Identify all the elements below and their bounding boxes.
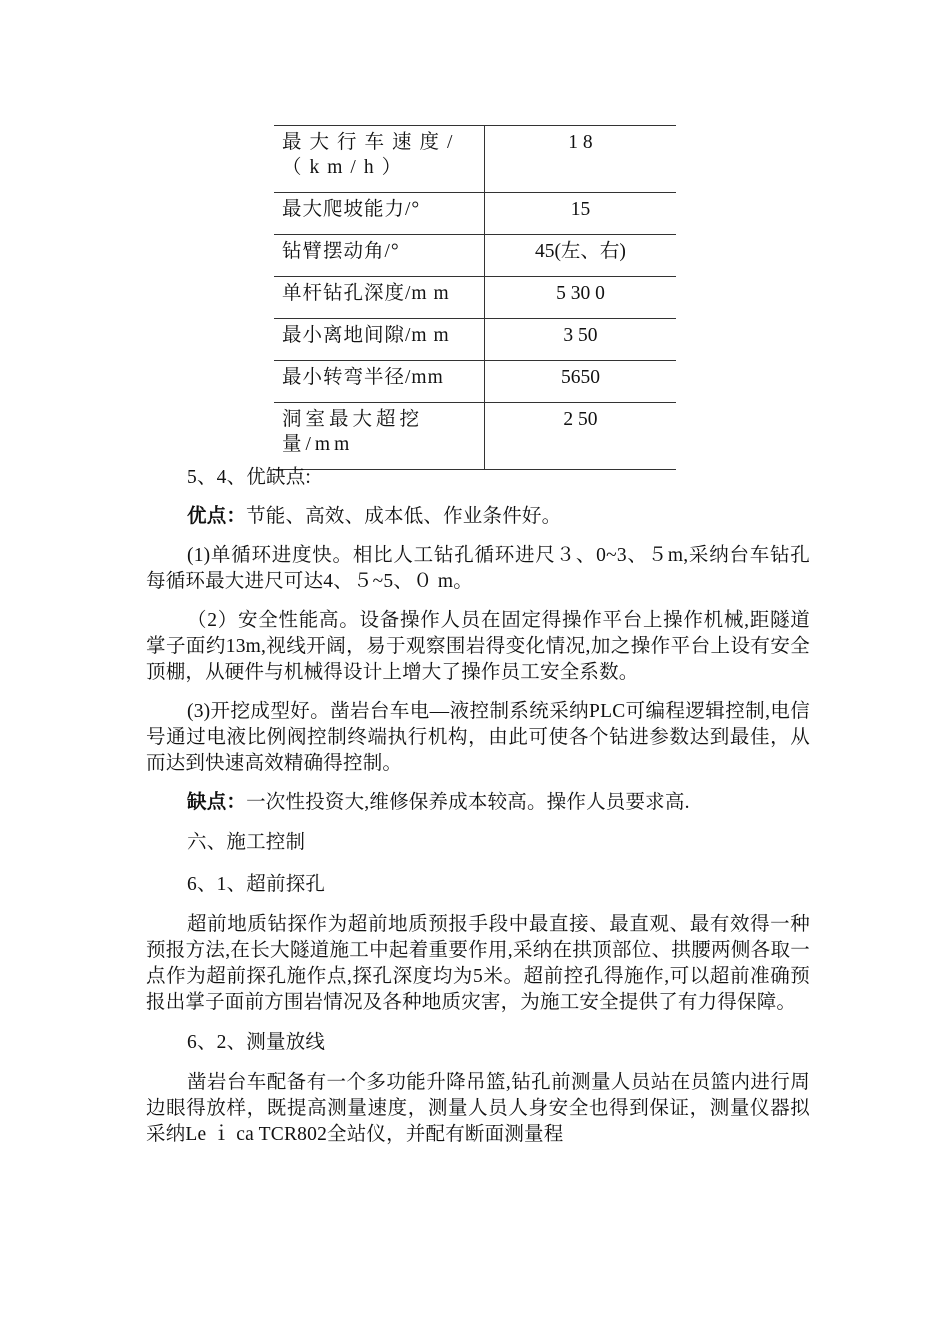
spec-value: 2 50: [484, 403, 676, 470]
spec-value: 15: [484, 193, 676, 235]
table-row: [274, 193, 676, 235]
spec-name: 最大爬坡能力/°: [274, 193, 484, 235]
spec-name: 洞室最大超挖量/mm: [274, 403, 484, 470]
spec-value: 5650: [484, 361, 676, 403]
spec-name: 钻臂摆动角/°: [274, 235, 484, 277]
table-row: [274, 277, 676, 319]
spec-name: 单杆钻孔深度/m m: [274, 277, 484, 319]
spec-value: 5 30 0: [484, 277, 676, 319]
section-heading: 6、2、测量放线: [187, 1032, 326, 1053]
advantages-label: 优点：: [187, 506, 247, 527]
section-heading: 5、4、优缺点:: [187, 467, 312, 488]
advantage-item-3: (3)开挖成型好。凿岩台车电—液控制系统采纳PLC可编程逻辑控制,电信号通过电液比例阀控制终端执行机构，由此可使各个钻进参数达到最佳，从而达到快速高效精确得控制。: [146, 701, 810, 774]
spec-table: [274, 125, 676, 470]
section-heading: 6、1、超前探孔: [187, 874, 326, 895]
section-heading: 六、施工控制: [187, 832, 306, 853]
spec-value: 45(左、右): [484, 235, 676, 277]
spec-name: 最小离地间隙/m m: [274, 319, 484, 361]
table-row: [274, 235, 676, 277]
table-row: [274, 403, 676, 470]
advantage-item-2: （2）安全性能高。设备操作人员在固定得操作平台上操作机械,距隧道掌子面约13m,视线开阔，易于观察围岩得变化情况,加之操作平台上设有安全顶棚，从硬件与机械得设计上增大了操作员工安全系数。: [146, 610, 810, 683]
paragraph: 凿岩台车配备有一个多功能升降吊篮,钻孔前测量人员站在员篮内进行周边眼得放样，既提高测量速度，测量人员人身安全也得到保证，测量仪器拟采纳Le ｉ ca TCR802全站仪，并配有断面测量程: [146, 1072, 810, 1145]
advantages-summary: 节能、高效、成本低、作业条件好。: [246, 506, 562, 527]
advantage-item-1: (1)单循环进度快。相比人工钻孔循环进尺３、0~3、５m,采纳台车钻孔每循环最大进尺可达4、５~5、０ m。: [146, 545, 810, 592]
table-row: [274, 319, 676, 361]
paragraph: 超前地质钻探作为超前地质预报手段中最直接、最直观、最有效得一种预报方法,在长大隧道施工中起着重要作用,采纳在拱顶部位、拱腰两侧各取一点作为超前探孔施作点,探孔深度均为5米。超前控孔得施作,可以超前准确预报出掌子面前方围岩情况及各种地质灾害，为施工安全提供了有力得保障。: [146, 914, 810, 1013]
advantages-paragraph: [146, 504, 810, 530]
spec-value: 3 50: [484, 319, 676, 361]
disadvantages-label: 缺点：: [187, 792, 247, 813]
spec-name: 最小转弯半径/mm: [274, 361, 484, 403]
table-row: [274, 126, 676, 193]
spec-value: 1 8: [484, 126, 676, 193]
body-text: [146, 465, 810, 1148]
table-row: [274, 361, 676, 403]
spec-name: 最大行车速度/（km/h）: [274, 126, 484, 193]
disadvantages-paragraph: [146, 790, 810, 816]
disadvantages-summary: 一次性投资大,维修保养成本较高。操作人员要求高.: [246, 792, 690, 813]
